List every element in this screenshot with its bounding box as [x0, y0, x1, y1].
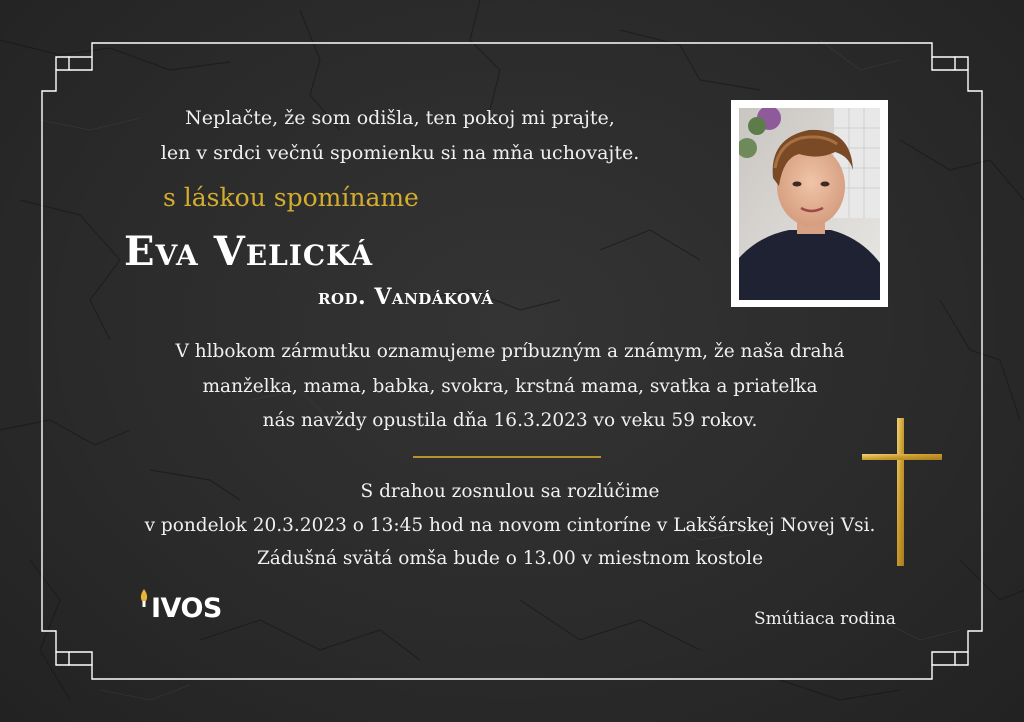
funeral-line-1: S drahou zosnulou sa rozlúčime	[360, 481, 660, 502]
maiden-name: rod. Vandáková	[318, 284, 494, 310]
announcement-line-3: nás navždy opustila dňa 16.3.2023 vo veku 59 rokov.	[262, 410, 758, 431]
funeral-line-3: Zádušná svätá omša bude o 13.00 v miestnom kostole	[256, 548, 764, 569]
logo-text: IVOS	[151, 593, 222, 624]
portrait-frame	[731, 100, 888, 307]
announcement-line-1: V hlbokom zármutku oznamujeme príbuzným a známym, že naša drahá	[175, 341, 845, 362]
cross-icon	[860, 418, 944, 566]
gold-divider	[413, 456, 601, 458]
signature: Smútiaca rodina	[754, 609, 896, 629]
portrait-photo	[739, 108, 880, 300]
ivos-logo	[137, 589, 227, 631]
deceased-name: Eva Velická	[124, 228, 374, 275]
funeral-line-2: v pondelok 20.3.2023 o 13:45 hod na novom cintoríne v Lakšárskej Novej Vsi.	[144, 515, 876, 536]
memorial-subtitle: s láskou spomíname	[163, 183, 419, 212]
poem-line-2: len v srdci večnú spomienku si na mňa uchovajte.	[160, 142, 640, 164]
poem-line-1: Neplačte, že som odišla, ten pokoj mi prajte,	[185, 107, 615, 129]
announcement-line-2: manželka, mama, babka, svokra, krstná mama, svatka a priateľka	[202, 376, 818, 397]
candle-flame-icon	[137, 589, 151, 607]
